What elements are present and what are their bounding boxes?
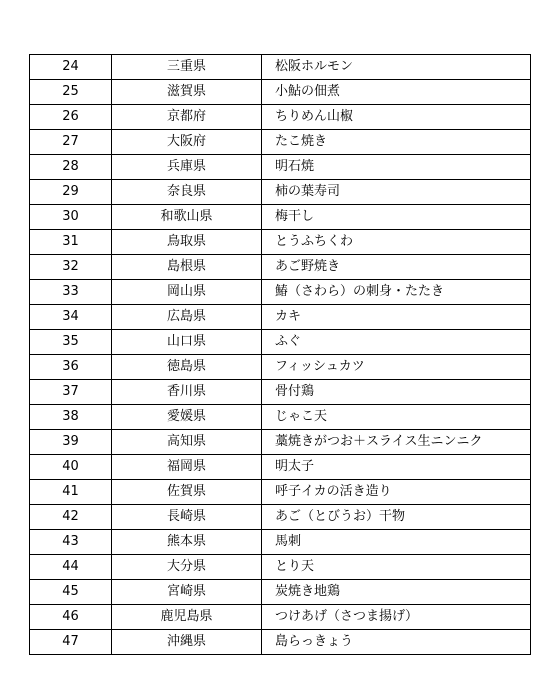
table-row — [30, 455, 531, 480]
row-number: 24 — [30, 55, 112, 80]
dish-name: とり天 — [262, 555, 531, 580]
dish-name: 呼子イカの活き造り — [262, 480, 531, 505]
dish-name: つけあげ（さつま揚げ） — [262, 605, 531, 630]
table-row — [30, 205, 531, 230]
dish-name: 藁焼きがつお＋スライス生ニンニク — [262, 430, 531, 455]
row-number: 40 — [30, 455, 112, 480]
row-number: 47 — [30, 630, 112, 655]
row-number: 27 — [30, 130, 112, 155]
table-row — [30, 530, 531, 555]
prefecture-name: 長崎県 — [112, 505, 262, 530]
dish-name: フィッシュカツ — [262, 355, 531, 380]
table-row — [30, 130, 531, 155]
prefecture-name: 奈良県 — [112, 180, 262, 205]
prefecture-dish-table — [29, 54, 531, 655]
table-row — [30, 380, 531, 405]
dish-name: じゃこ天 — [262, 405, 531, 430]
prefecture-name: 大阪府 — [112, 130, 262, 155]
dish-name: 松阪ホルモン — [262, 55, 531, 80]
prefecture-name: 岡山県 — [112, 280, 262, 305]
row-number: 29 — [30, 180, 112, 205]
dish-name: あご野焼き — [262, 255, 531, 280]
dish-name: 柿の葉寿司 — [262, 180, 531, 205]
row-number: 25 — [30, 80, 112, 105]
table-row — [30, 430, 531, 455]
table-row — [30, 155, 531, 180]
prefecture-name: 愛媛県 — [112, 405, 262, 430]
prefecture-name: 佐賀県 — [112, 480, 262, 505]
row-number: 43 — [30, 530, 112, 555]
table-row — [30, 230, 531, 255]
prefecture-name: 徳島県 — [112, 355, 262, 380]
dish-name: 炭焼き地鶏 — [262, 580, 531, 605]
dish-name: 骨付鶏 — [262, 380, 531, 405]
prefecture-name: 島根県 — [112, 255, 262, 280]
table-row — [30, 355, 531, 380]
row-number: 42 — [30, 505, 112, 530]
row-number: 41 — [30, 480, 112, 505]
dish-name: ふぐ — [262, 330, 531, 355]
prefecture-name: 沖縄県 — [112, 630, 262, 655]
row-number: 45 — [30, 580, 112, 605]
dish-name: あご（とびうお）干物 — [262, 505, 531, 530]
row-number: 31 — [30, 230, 112, 255]
table-row — [30, 405, 531, 430]
table-row — [30, 630, 531, 655]
prefecture-name: 香川県 — [112, 380, 262, 405]
table-row — [30, 80, 531, 105]
table-row — [30, 330, 531, 355]
row-number: 26 — [30, 105, 112, 130]
row-number: 39 — [30, 430, 112, 455]
table-row — [30, 55, 531, 80]
table-row — [30, 305, 531, 330]
dish-name: たこ焼き — [262, 130, 531, 155]
prefecture-name: 広島県 — [112, 305, 262, 330]
prefecture-name: 福岡県 — [112, 455, 262, 480]
row-number: 37 — [30, 380, 112, 405]
prefecture-name: 兵庫県 — [112, 155, 262, 180]
prefecture-name: 山口県 — [112, 330, 262, 355]
table-row — [30, 280, 531, 305]
prefecture-name: 鳥取県 — [112, 230, 262, 255]
prefecture-name: 熊本県 — [112, 530, 262, 555]
row-number: 30 — [30, 205, 112, 230]
row-number: 38 — [30, 405, 112, 430]
prefecture-name: 鹿児島県 — [112, 605, 262, 630]
table-body — [30, 55, 531, 655]
dish-name: 明太子 — [262, 455, 531, 480]
row-number: 34 — [30, 305, 112, 330]
row-number: 36 — [30, 355, 112, 380]
table-row — [30, 505, 531, 530]
table-row — [30, 605, 531, 630]
prefecture-name: 大分県 — [112, 555, 262, 580]
dish-name: 馬刺 — [262, 530, 531, 555]
row-number: 46 — [30, 605, 112, 630]
prefecture-name: 京都府 — [112, 105, 262, 130]
dish-name: 梅干し — [262, 205, 531, 230]
dish-name: 明石焼 — [262, 155, 531, 180]
prefecture-name: 宮崎県 — [112, 580, 262, 605]
row-number: 33 — [30, 280, 112, 305]
dish-name: 小鮎の佃煮 — [262, 80, 531, 105]
table-row — [30, 180, 531, 205]
prefecture-name: 三重県 — [112, 55, 262, 80]
table-row — [30, 480, 531, 505]
prefecture-name: 高知県 — [112, 430, 262, 455]
table-row — [30, 555, 531, 580]
prefecture-name: 滋賀県 — [112, 80, 262, 105]
table-row — [30, 105, 531, 130]
prefecture-name: 和歌山県 — [112, 205, 262, 230]
table-row — [30, 580, 531, 605]
dish-name: とうふちくわ — [262, 230, 531, 255]
row-number: 28 — [30, 155, 112, 180]
row-number: 32 — [30, 255, 112, 280]
row-number: 35 — [30, 330, 112, 355]
dish-name: 鰆（さわら）の刺身・たたき — [262, 280, 531, 305]
dish-name: 島らっきょう — [262, 630, 531, 655]
table-row — [30, 255, 531, 280]
dish-name: ちりめん山椒 — [262, 105, 531, 130]
dish-name: カキ — [262, 305, 531, 330]
row-number: 44 — [30, 555, 112, 580]
